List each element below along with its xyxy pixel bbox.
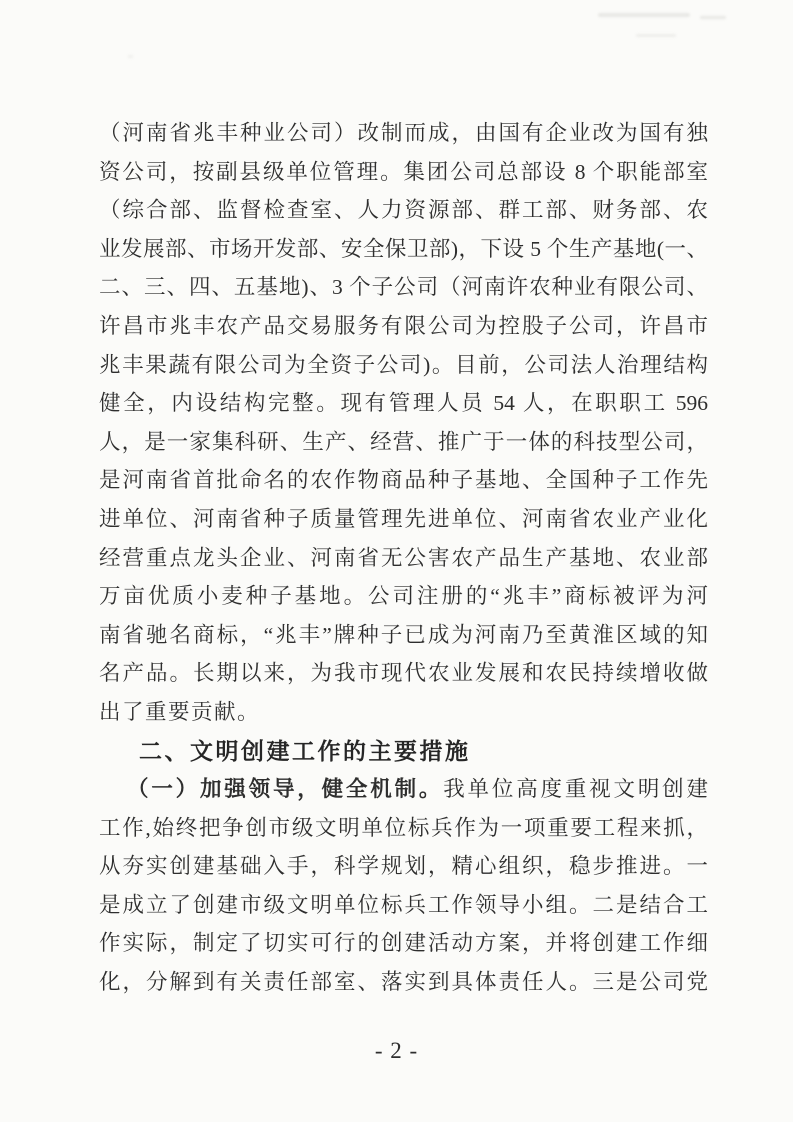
document-line: 资公司，按副县级单位管理。集团公司总部设 8 个职能部室 xyxy=(99,159,708,184)
document-line: 万亩优质小麦种子基地。公司注册的“兆丰”商标被评为河 xyxy=(99,584,708,609)
scan-smudge xyxy=(700,16,726,19)
document-line: 业发展部、市场开发部、安全保卫部)，下设 5 个生产基地(一、 xyxy=(99,236,708,261)
document-line: 进单位、河南省种子质量管理先进单位、河南省农业产业化 xyxy=(99,506,708,531)
measure-lead-rest: 我单位高度重视文明创建 xyxy=(443,777,708,802)
scan-smudge xyxy=(128,55,133,58)
document-line: 人，是一家集科研、生产、经营、推广于一体的科技型公司， xyxy=(99,429,708,454)
document-line: 名产品。长期以来，为我市现代农业发展和农民持续增收做 xyxy=(99,661,708,686)
scan-smudge xyxy=(636,34,676,37)
document-line xyxy=(99,770,708,809)
document-line: （综合部、监督检查室、人力资源部、群工部、财务部、农 xyxy=(99,198,708,223)
document-body xyxy=(99,114,708,1002)
document-line: 工作,始终把争创市级文明单位标兵作为一项重要工程来抓， xyxy=(99,815,708,840)
document-line: 从夯实创建基础入手，科学规划，精心组织，稳步推进。一 xyxy=(99,854,708,879)
measure-lead-bold: （一）加强领导，健全机制。 xyxy=(127,777,444,802)
document-line: （河南省兆丰种业公司）改制而成，由国有企业改为国有独 xyxy=(99,121,708,145)
document-line: 经营重点龙头企业、河南省无公害农产品生产基地、农业部 xyxy=(99,545,708,570)
document-line: 出了重要贡献。 xyxy=(99,699,261,724)
document-line: 二、三、四、五基地)、3 个子公司（河南许农种业有限公司、 xyxy=(99,275,708,300)
section-heading: 二、文明创建工作的主要措施 xyxy=(139,737,471,764)
scan-smudge xyxy=(598,13,690,17)
document-line: 兆丰果蔬有限公司为全资子公司)。目前，公司法人治理结构 xyxy=(99,352,708,377)
page-number: - 2 - xyxy=(374,1038,419,1063)
document-line: 是成立了创建市级文明单位标兵工作领导小组。二是结合工 xyxy=(99,892,708,917)
document-line: 化，分解到有关责任部室、落实到具体责任人。三是公司党 xyxy=(99,970,708,995)
document-line: 健全，内设结构完整。现有管理人员 54 人，在职职工 596 xyxy=(99,391,708,416)
document-line: 许昌市兆丰农产品交易服务有限公司为控股子公司，许昌市 xyxy=(99,313,708,338)
document-line: 是河南省首批命名的农作物商品种子基地、全国种子工作先 xyxy=(99,468,708,493)
document-line: 南省驰名商标，“兆丰”牌种子已成为河南乃至黄淮区域的知 xyxy=(99,622,708,647)
document-line: 作实际，制定了切实可行的创建活动方案，并将创建工作细 xyxy=(99,931,708,956)
